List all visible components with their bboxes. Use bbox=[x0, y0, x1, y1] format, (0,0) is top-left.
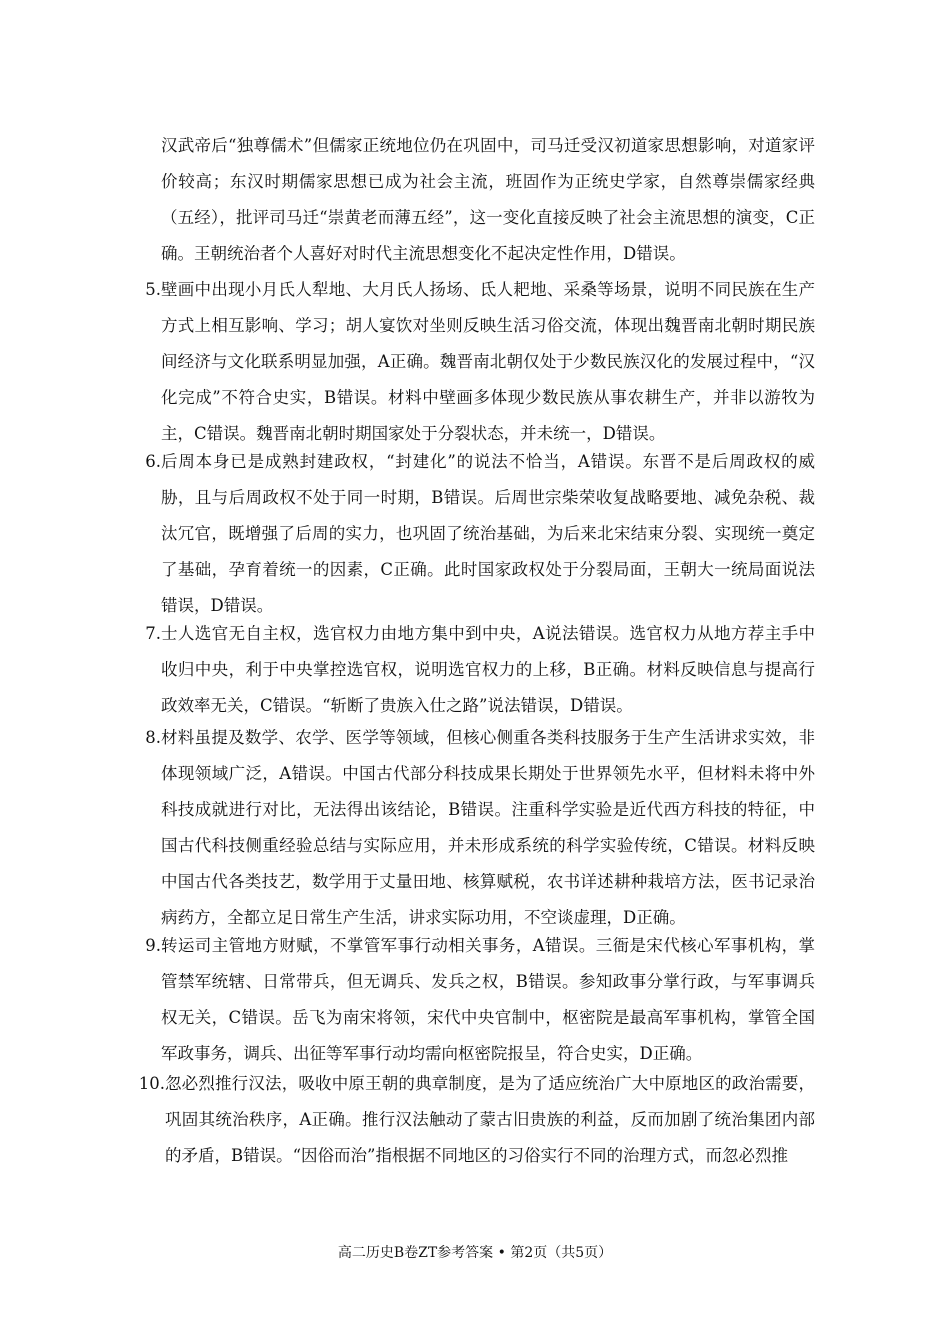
item-number: 5. bbox=[145, 280, 161, 299]
answer-item-6 bbox=[135, 444, 815, 624]
answer-item-8 bbox=[135, 720, 815, 936]
item-text: 士人选官无自主权，选官权力由地方集中到中央，A说法错误。选官权力从地方荐主手中收归中央，利于中央掌控选官权，说明选官权力的上移，B正确。材料反映信息与提高行政效率无关，C错误。“斩断了贵族入仕之路”说法错误，D错误。 bbox=[161, 624, 815, 715]
item-number: 6. bbox=[145, 452, 161, 471]
item-text: 后周本身已是成熟封建政权，“封建化”的说法不恰当，A错误。东晋不是后周政权的威胁，且与后周政权不处于同一时期，B错误。后周世宗柴荣收复战略要地、减免杂税、裁汰冗官，既增强了后周的实力，也巩固了统治基础，为后来北宋结束分裂、实现统一奠定了基础，孕育着统一的因素，C正确。此时国家政权处于分裂局面，王朝大一统局面说法错误，D错误。 bbox=[161, 452, 815, 615]
answer-item-7 bbox=[135, 616, 815, 724]
continuation-paragraph: 汉武帝后“独尊儒术”但儒家正统地位仍在巩固中，司马迁受汉初道家思想影响，对道家评价较高；东汉时期儒家思想已成为社会主流，班固作为正统史学家，自然尊崇儒家经典（五经），批评司马迁“崇黄老而薄五经”，这一变化直接反映了社会主流思想的演变，C正确。王朝统治者个人喜好对时代主流思想变化不起决定性作用，D错误。 bbox=[161, 136, 815, 263]
item-text: 壁画中出现小月氏人犁地、大月氏人扬场、氐人耙地、采桑等场景，说明不同民族在生产方式上相互影响、学习；胡人宴饮对坐则反映生活习俗交流，体现出魏晋南北朝时期民族间经济与文化联系明显加强，A正确。魏晋南北朝仅处于少数民族汉化的发展过程中，“汉化完成”不符合史实，B错误。材料中壁画多体现少数民族从事农耕生产，并非以游牧为主，C错误。魏晋南北朝时期国家处于分裂状态，并未统一，D错误。 bbox=[161, 280, 815, 443]
answer-item-9 bbox=[135, 928, 815, 1072]
item-text: 材料虽提及数学、农学、医学等领域，但核心侧重各类科技服务于生产生活讲求实效，非体现领域广泛，A错误。中国古代部分科技成果长期处于世界领先水平，但材料未将中外科技成就进行对比，无法得出该结论，B错误。注重科学实验是近代西方科技的特征，中国古代科技侧重经验总结与实际应用，并未形成系统的科学实验传统，C错误。材料反映中国古代各类技艺，数学用于丈量田地、核算赋税，农书详述耕种栽培方法，医书记录治病药方，全都立足日常生产生活，讲求实际功用，不空谈虚理，D正确。 bbox=[161, 728, 815, 927]
page-footer: 高二历史B卷ZT参考答案 • 第2页（共5页） bbox=[337, 1245, 613, 1261]
item-text: 忽必烈推行汉法，吸收中原王朝的典章制度，是为了适应统治广大中原地区的政治需要，巩固其统治秩序，A正确。推行汉法触动了蒙古旧贵族的利益，反而加剧了统治集团内部的矛盾，B错误。“因俗而治”指根据不同地区的习俗实行不同的治理方式，而忽必烈推 bbox=[165, 1074, 815, 1165]
item-number: 9. bbox=[145, 936, 161, 955]
item-number: 10. bbox=[138, 1074, 165, 1093]
answer-item-5 bbox=[135, 272, 815, 452]
item-number: 7. bbox=[145, 624, 161, 643]
item-number: 8. bbox=[145, 728, 161, 747]
answer-item-10 bbox=[135, 1066, 815, 1174]
item-text: 转运司主管地方财赋，不掌管军事行动相关事务，A错误。三衙是宋代核心军事机构，掌管禁军统辖、日常带兵，但无调兵、发兵之权，B错误。参知政事分掌行政，与军事调兵权无关，C错误。岳飞为南宋将领，宋代中央官制中，枢密院是最高军事机构，掌管全国军政事务，调兵、出征等军事行动均需向枢密院报呈，符合史实，D正确。 bbox=[161, 936, 815, 1063]
